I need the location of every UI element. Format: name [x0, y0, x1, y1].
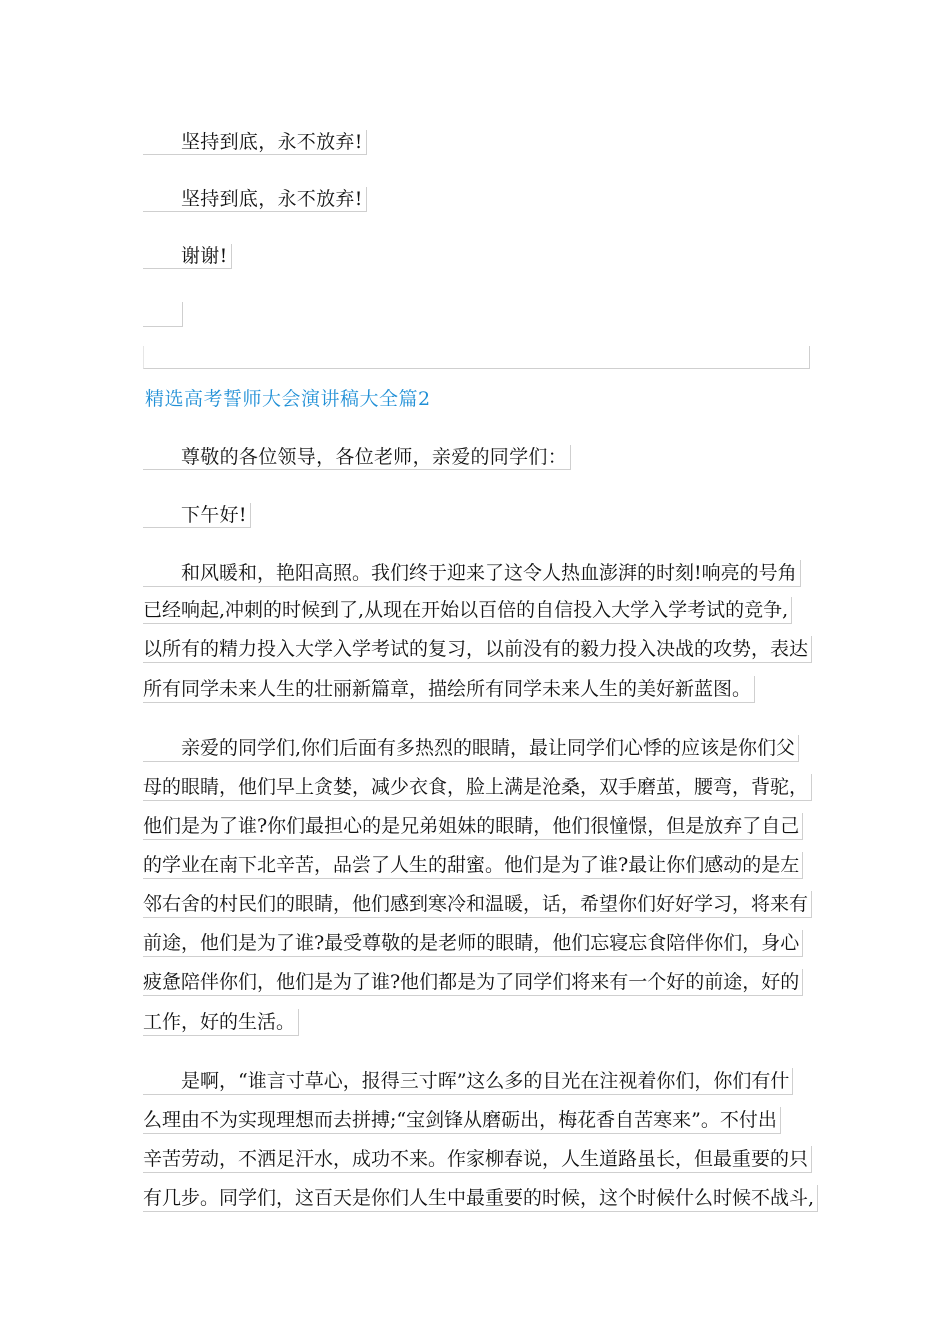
paragraph-3-line: 辛苦劳动，不洒足汗水，成功不来。作家柳春说，人生道路虽长，但最重要的只 — [143, 1146, 812, 1173]
paragraph-1-line: 以所有的精力投入大学入学考试的复习，以前没有的毅力投入决战的攻势，表达 — [143, 636, 812, 663]
paragraph-2-line: 疲惫陪伴你们，他们是为了谁?他们都是为了同学们将来有一个好的前途，好的 — [143, 969, 803, 996]
paragraph-2-line: 亲爱的同学们,你们后面有多热烈的眼睛，最让同学们心悸的应该是你们父 — [143, 735, 799, 762]
thanks-line: 谢谢! — [143, 244, 232, 269]
empty-text-box — [143, 302, 183, 327]
paragraph-2-line: 邻右舍的村民们的眼睛，他们感到寒冷和温暖，话，希望你们好好学习，将来有 — [143, 891, 812, 918]
paragraph-2-line: 工作，好的生活。 — [143, 1009, 299, 1036]
salutation-line: 下午好! — [143, 503, 251, 528]
paragraph-2-line: 的学业在南下北辛苦，品尝了人生的甜蜜。他们是为了谁?最让你们感动的是左 — [143, 852, 803, 879]
closing-line-1: 坚持到底，永不放弃! — [143, 130, 367, 155]
paragraph-1-line: 所有同学未来人生的壮丽新篇章，描绘所有同学未来人生的美好新蓝图。 — [143, 676, 755, 703]
paragraph-1-line: 已经响起,冲刺的时候到了,从现在开始以百倍的自信投入大学入学考试的竞争, — [143, 597, 792, 624]
paragraph-2-line: 他们是为了谁?你们最担心的是兄弟姐妹的眼睛，他们很憧憬，但是放弃了自己 — [143, 813, 803, 840]
greeting-line: 尊敬的各位领导，各位老师，亲爱的同学们： — [143, 445, 571, 470]
section-divider — [143, 346, 810, 369]
paragraph-3-line: 是啊，“谁言寸草心，报得三寸晖”这么多的目光在注视着你们，你们有什 — [143, 1068, 793, 1095]
paragraph-3-line: 有几步。同学们，这百天是你们人生中最重要的时候，这个时候什么时候不战斗, — [143, 1185, 818, 1212]
paragraph-2-line: 前途，他们是为了谁?最受尊敬的是老师的眼睛，他们忘寝忘食陪伴你们，身心 — [143, 930, 803, 957]
section-heading: 精选高考誓师大会演讲稿大全篇2 — [145, 388, 431, 410]
closing-line-2: 坚持到底，永不放弃! — [143, 187, 367, 212]
paragraph-3-line: 么理由不为实现理想而去拼搏;“宝剑锋从磨砺出，梅花香自苦寒来”。不付出 — [143, 1107, 781, 1134]
paragraph-1-line: 和风暖和，艳阳高照。我们终于迎来了这令人热血澎湃的时刻!响亮的号角 — [143, 560, 801, 587]
paragraph-2-line: 母的眼睛，他们早上贪婪，减少衣食，脸上满是沧桑，双手磨茧，腰弯，背驼， — [143, 774, 812, 801]
